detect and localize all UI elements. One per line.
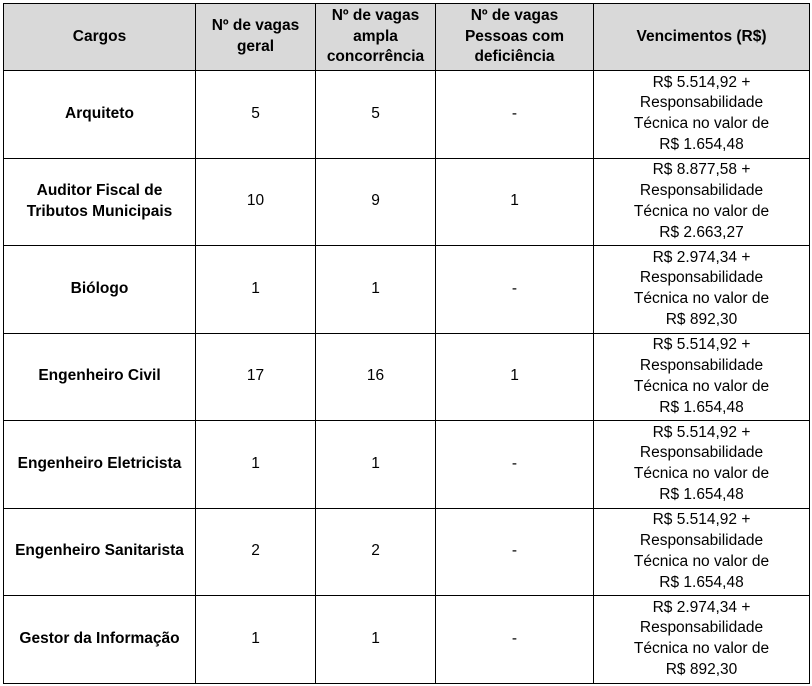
- venc-line: Técnica no valor de: [633, 202, 770, 220]
- venc-line: R$ 892,30: [665, 661, 738, 679]
- venc-line: Técnica no valor de: [633, 290, 770, 308]
- cell-vagas-geral: 1: [196, 596, 316, 684]
- cell-vagas-ampla: 5: [316, 71, 436, 159]
- venc-line: Responsabilidade: [639, 531, 764, 549]
- cell-vagas-pcd: -: [436, 421, 594, 509]
- table-row: [4, 246, 810, 334]
- venc-line: R$ 1.654,48: [659, 136, 744, 154]
- venc-line: Responsabilidade: [639, 94, 764, 112]
- venc-line: Responsabilidade: [639, 181, 764, 199]
- venc-line: Técnica no valor de: [633, 552, 770, 570]
- venc-line: Técnica no valor de: [633, 377, 770, 395]
- cell-vagas-ampla: 1: [316, 596, 436, 684]
- cell-vagas-ampla: 1: [316, 421, 436, 509]
- cell-vencimentos: [594, 246, 810, 334]
- venc-line: R$ 8.877,58 +: [652, 161, 751, 179]
- venc-line: R$ 892,30: [665, 311, 738, 329]
- venc-line: R$ 1.654,48: [659, 398, 744, 416]
- cell-vagas-geral: 1: [196, 421, 316, 509]
- venc-line: Técnica no valor de: [633, 115, 770, 133]
- header-vagas-ampla: Nº de vagas ampla concorrência: [316, 4, 436, 71]
- venc-line: R$ 5.514,92 +: [652, 423, 751, 441]
- cell-vagas-geral: 1: [196, 246, 316, 334]
- header-cargos: Cargos: [4, 4, 196, 71]
- venc-line: Responsabilidade: [639, 619, 764, 637]
- venc-line: Técnica no valor de: [633, 465, 770, 483]
- cell-vagas-geral: 5: [196, 71, 316, 159]
- cell-vagas-ampla: 16: [316, 333, 436, 421]
- cell-cargo: Engenheiro Civil: [4, 333, 196, 421]
- cell-vagas-ampla: 1: [316, 246, 436, 334]
- vacancies-table: [3, 3, 810, 684]
- cell-vagas-pcd: -: [436, 246, 594, 334]
- table-row: [4, 158, 810, 246]
- cell-vagas-pcd: -: [436, 508, 594, 596]
- table-row: [4, 333, 810, 421]
- cell-cargo: Arquiteto: [4, 71, 196, 159]
- table-row: [4, 421, 810, 509]
- cell-vagas-geral: 2: [196, 508, 316, 596]
- cell-vagas-pcd: 1: [436, 333, 594, 421]
- cell-cargo: Engenheiro Eletricista: [4, 421, 196, 509]
- cell-vencimentos: [594, 596, 810, 684]
- table-row: [4, 596, 810, 684]
- venc-line: R$ 1.654,48: [659, 573, 744, 591]
- cell-vagas-ampla: 2: [316, 508, 436, 596]
- cell-cargo: Engenheiro Sanitarista: [4, 508, 196, 596]
- cell-vagas-pcd: -: [436, 596, 594, 684]
- cell-vagas-ampla: 9: [316, 158, 436, 246]
- table-header: [4, 4, 810, 71]
- cell-cargo: Auditor Fiscal de Tributos Municipais: [4, 158, 196, 246]
- venc-line: R$ 5.514,92 +: [652, 336, 751, 354]
- table-row: [4, 508, 810, 596]
- venc-line: R$ 2.663,27: [659, 223, 744, 241]
- header-row: [4, 4, 810, 71]
- cell-vencimentos: [594, 508, 810, 596]
- header-vagas-pcd: Nº de vagas Pessoas com deficiência: [436, 4, 594, 71]
- table-row: [4, 71, 810, 159]
- cell-vagas-geral: 17: [196, 333, 316, 421]
- cell-cargo: Gestor da Informação: [4, 596, 196, 684]
- header-vencimentos: Vencimentos (R$): [594, 4, 810, 71]
- cell-vagas-pcd: -: [436, 71, 594, 159]
- cell-vencimentos: [594, 333, 810, 421]
- venc-line: Responsabilidade: [639, 444, 764, 462]
- venc-line: Responsabilidade: [639, 356, 764, 374]
- cell-vagas-pcd: 1: [436, 158, 594, 246]
- venc-line: Técnica no valor de: [633, 640, 770, 658]
- cell-vagas-geral: 10: [196, 158, 316, 246]
- venc-line: R$ 2.974,34 +: [652, 598, 751, 616]
- table-body: [4, 71, 810, 684]
- venc-line: R$ 5.514,92 +: [652, 511, 751, 529]
- cell-cargo: Biólogo: [4, 246, 196, 334]
- venc-line: R$ 5.514,92 +: [652, 73, 751, 91]
- venc-line: Responsabilidade: [639, 269, 764, 287]
- venc-line: R$ 2.974,34 +: [652, 248, 751, 266]
- cell-vencimentos: [594, 421, 810, 509]
- venc-line: R$ 1.654,48: [659, 486, 744, 504]
- cell-vencimentos: [594, 71, 810, 159]
- cell-vencimentos: [594, 158, 810, 246]
- header-vagas-geral: Nº de vagas geral: [196, 4, 316, 71]
